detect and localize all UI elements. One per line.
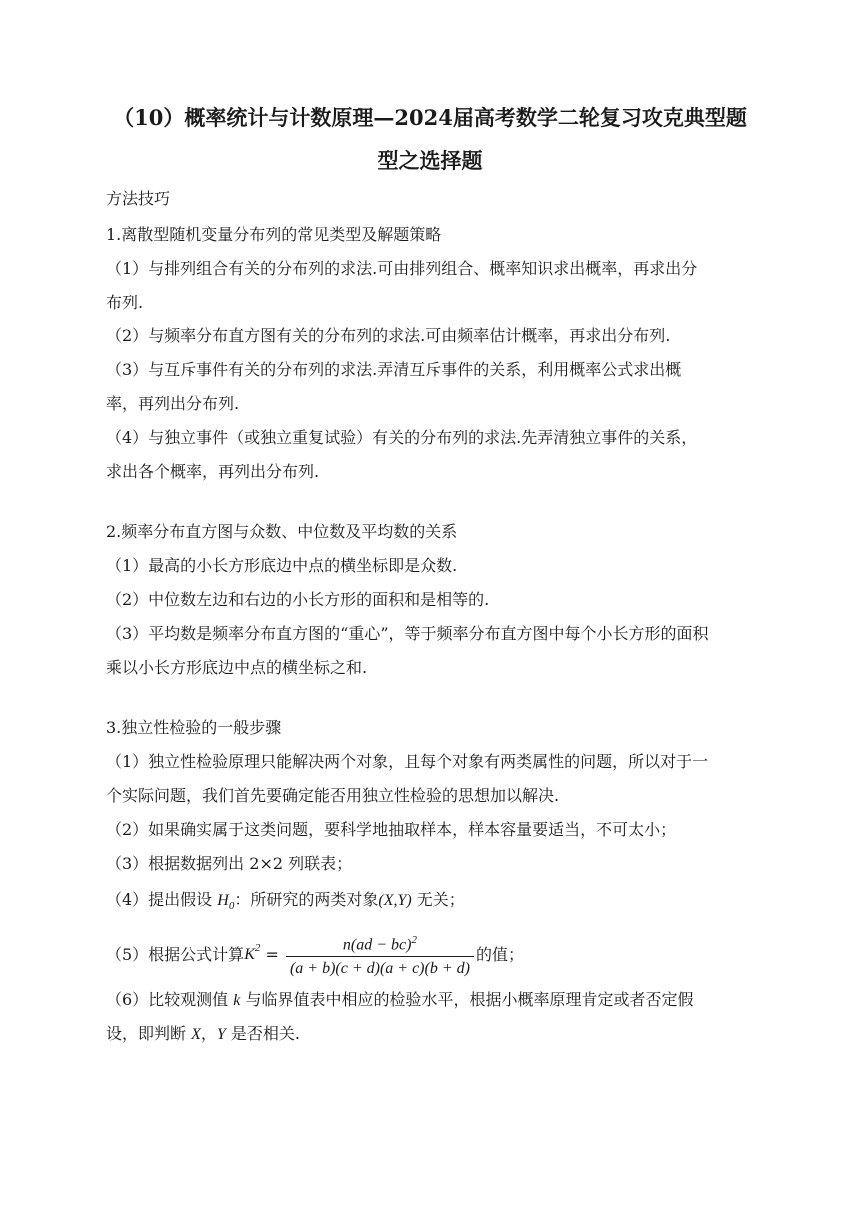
section-1-item-1a: （1）与排列组合有关的分布列的求法.可由排列组合、概率知识求出概率，再求出分 [106, 259, 698, 278]
chi-square-fraction [286, 930, 474, 979]
fraction-denominator: (a + b)(c + d)(a + c)(b + d) [289, 960, 470, 978]
item-5-prefix: （5）根据公式计算 [106, 944, 245, 964]
section-1-item-4a: （4）与独立事件（或独立重复试验）有关的分布列的求法.先弄清独立事件的关系， [106, 428, 698, 447]
section-2-item-1: （1）最高的小长方形底边中点的横坐标即是众数. [106, 556, 458, 575]
section-1-title: 1.离散型随机变量分布列的常见类型及解题策略 [106, 225, 442, 244]
item-4-middle: ：所研究的两类对象 [234, 890, 379, 909]
k-squared-exponent: 2 [254, 942, 261, 954]
section-2-item-3b: 乘以小长方形底边中点的横坐标之和. [106, 658, 368, 677]
section-heading: 方法技巧 [106, 189, 171, 208]
section-2-title: 2.频率分布直方图与众数、中位数及平均数的关系 [106, 522, 458, 541]
section-1-item-3b: 率，再列出分布列. [106, 394, 240, 413]
document-title-line-2: 型之选择题 [377, 148, 483, 173]
section-3-item-1a: （1）独立性检验原理只能解决两个对象，且每个对象有两类属性的问题，所以对于一 [106, 752, 709, 771]
section-1-item-4b: 求出各个概率，再列出分布列. [106, 462, 320, 481]
section-1-item-3a: （3）与互斥事件有关的分布列的求法.弄清互斥事件的关系，利用概率公式求出概 [106, 360, 682, 379]
k-squared-symbol: K [244, 945, 255, 963]
section-2-item-3a: （3）平均数是频率分布直方图的“重心”，等于频率分布直方图中每个小长方形的面积 [106, 624, 709, 643]
section-3-title: 3.独立性检验的一般步骤 [106, 718, 282, 737]
item-4-prefix: （4）提出假设 [106, 890, 218, 909]
item-6b-suffix: 是否相关. [225, 1024, 300, 1043]
numerator-text: n(ad − bc) [342, 936, 412, 954]
document-title-line-1: （10）概率统计与计数原理—2024届高考数学二轮复习攻克典型题 [113, 105, 747, 130]
fraction-numerator [286, 930, 474, 957]
item-6b-prefix: 设，即判断 [106, 1024, 192, 1043]
variable-y: Y [216, 1026, 226, 1043]
section-3-item-3: （3）根据数据列出 2×2 列联表； [106, 854, 353, 873]
hypothesis-symbol: H [217, 892, 229, 909]
item-6b-comma: ， [200, 1024, 217, 1043]
item-4-suffix: 无关； [411, 890, 465, 909]
equals-sign: = [260, 944, 284, 964]
observed-value-k: k [233, 992, 241, 1009]
item-6a-suffix: 与临界值表中相应的检验水平，根据小概率原理肯定或者否定假 [240, 990, 694, 1009]
item-6a-prefix: （6）比较观测值 [106, 990, 234, 1009]
section-3-item-5 [106, 930, 524, 979]
section-2-item-2: （2）中位数左边和右边的小长方形的面积和是相等的. [106, 590, 490, 609]
section-1-item-2: （2）与频率分布直方图有关的分布列的求法.可由频率估计概率，再求出分布列. [106, 326, 671, 345]
section-3-item-1b: 个实际问题，我们首先要确定能否用独立性检验的思想加以解决. [106, 786, 560, 805]
section-3-item-6a [106, 990, 693, 1011]
variables-xy: (X,Y) [378, 892, 412, 909]
hypothesis-subscript: 0 [228, 900, 235, 913]
variable-x: X [191, 1026, 201, 1043]
section-1-item-1b: 布列. [106, 293, 144, 312]
section-3-item-6b [106, 1024, 300, 1045]
section-3-item-2: （2）如果确实属于这类问题，要科学地抽取样本，样本容量要适当，不可太小； [106, 820, 677, 839]
numerator-exponent: 2 [411, 934, 417, 946]
item-5-suffix: 的值； [475, 944, 524, 964]
section-3-item-4 [106, 890, 465, 916]
